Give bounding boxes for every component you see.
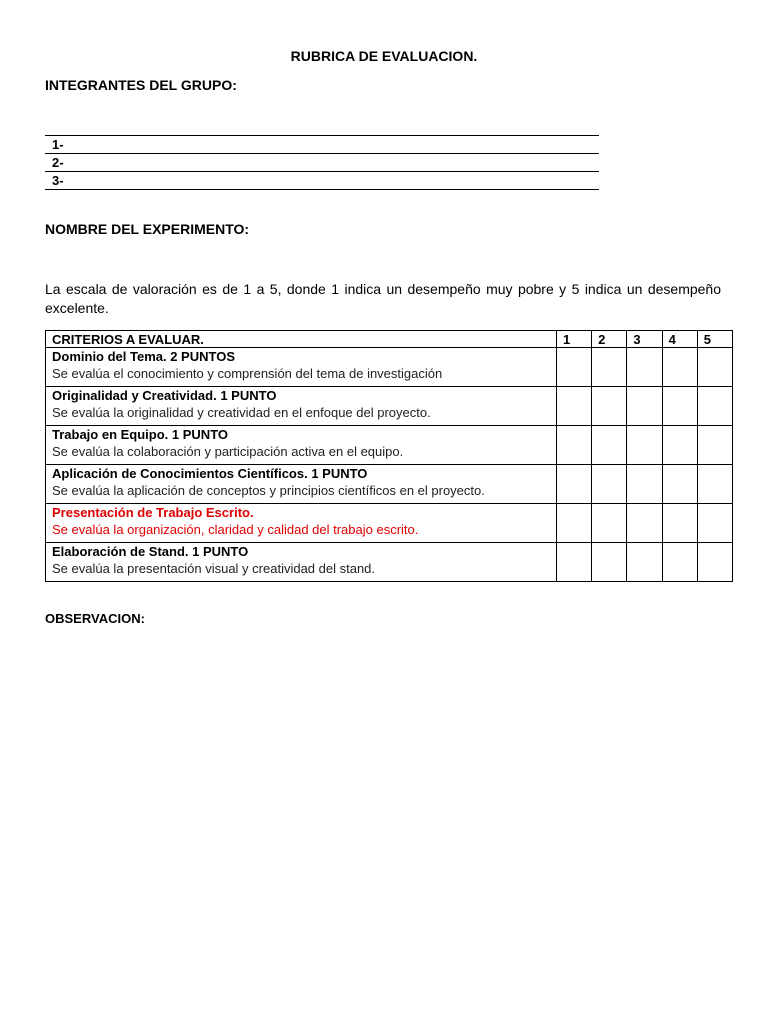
observation-heading: OBSERVACION: (45, 611, 145, 626)
score-cell-3[interactable] (627, 426, 662, 465)
criterion-name: Originalidad y Creatividad. 1 PUNTO (52, 388, 277, 403)
criterion-description: Se evalúa la colaboración y participación activa en el equipo. (52, 444, 404, 459)
member-row (45, 154, 599, 172)
score-cell-4[interactable] (662, 465, 697, 504)
document-title: RUBRICA DE EVALUACION. (290, 48, 478, 64)
criterion-row (46, 348, 733, 387)
score-cell-4[interactable] (662, 543, 697, 582)
criterion-name: Trabajo en Equipo. 1 PUNTO (52, 427, 229, 442)
criterion-description: Se evalúa el conocimiento y comprensión del tema de investigación (52, 366, 443, 381)
criterion-cell (46, 504, 557, 543)
score-cell-3[interactable] (627, 387, 662, 426)
score-cell-5[interactable] (697, 348, 732, 387)
score-cell-4[interactable] (662, 504, 697, 543)
rubric-table (45, 330, 733, 582)
score-header-3: 3 (627, 331, 662, 348)
criterion-name: Elaboración de Stand. 1 PUNTO (52, 544, 249, 559)
score-cell-3[interactable] (627, 504, 662, 543)
members-list (45, 135, 599, 190)
criterion-row (46, 543, 733, 582)
score-cell-1[interactable] (556, 348, 591, 387)
criterion-description: Se evalúa la originalidad y creatividad en el enfoque del proyecto. (52, 405, 431, 420)
score-cell-5[interactable] (697, 543, 732, 582)
score-cell-1[interactable] (556, 543, 591, 582)
score-cell-4[interactable] (662, 426, 697, 465)
member-row (45, 136, 599, 154)
criterion-name: Presentación de Trabajo Escrito. (52, 505, 254, 520)
score-cell-4[interactable] (662, 348, 697, 387)
scale-description: La escala de valoración es de 1 a 5, donde 1 indica un desempeño muy pobre y 5 indica un desempeño excelente. (45, 281, 721, 316)
score-cell-1[interactable] (556, 426, 591, 465)
score-cell-5[interactable] (697, 426, 732, 465)
criteria-header: CRITERIOS A EVALUAR. (46, 331, 557, 348)
criterion-cell (46, 348, 557, 387)
score-cell-2[interactable] (592, 387, 627, 426)
score-cell-5[interactable] (697, 504, 732, 543)
score-header-2: 2 (592, 331, 627, 348)
score-cell-3[interactable] (627, 465, 662, 504)
criterion-row (46, 426, 733, 465)
score-cell-1[interactable] (556, 387, 591, 426)
criterion-row (46, 387, 733, 426)
member-line[interactable]: 2- (45, 154, 599, 172)
score-cell-2[interactable] (592, 426, 627, 465)
criterion-cell (46, 465, 557, 504)
group-heading: INTEGRANTES DEL GRUPO: (45, 77, 237, 93)
score-cell-1[interactable] (556, 465, 591, 504)
score-cell-1[interactable] (556, 504, 591, 543)
score-cell-2[interactable] (592, 543, 627, 582)
criterion-description: Se evalúa la aplicación de conceptos y principios científicos en el proyecto. (52, 483, 485, 498)
score-header-4: 4 (662, 331, 697, 348)
criterion-name: Dominio del Tema. 2 PUNTOS (52, 349, 235, 364)
score-cell-2[interactable] (592, 504, 627, 543)
criterion-cell (46, 543, 557, 582)
experiment-heading: NOMBRE DEL EXPERIMENTO: (45, 221, 250, 237)
score-cell-3[interactable] (627, 543, 662, 582)
score-cell-5[interactable] (697, 465, 732, 504)
criterion-row (46, 465, 733, 504)
score-cell-4[interactable] (662, 387, 697, 426)
criterion-cell (46, 426, 557, 465)
member-row (45, 172, 599, 190)
member-line[interactable]: 1- (45, 136, 599, 154)
score-cell-3[interactable] (627, 348, 662, 387)
score-header-5: 5 (697, 331, 732, 348)
score-header-1: 1 (556, 331, 591, 348)
criterion-name: Aplicación de Conocimientos Científicos. 1 PUNTO (52, 466, 368, 481)
score-cell-5[interactable] (697, 387, 732, 426)
score-cell-2[interactable] (592, 348, 627, 387)
member-line[interactable]: 3- (45, 172, 599, 190)
score-cell-2[interactable] (592, 465, 627, 504)
criterion-description: Se evalúa la presentación visual y creatividad del stand. (52, 561, 376, 576)
rubric-header-row (46, 331, 733, 348)
criterion-row (46, 504, 733, 543)
criterion-cell (46, 387, 557, 426)
criterion-description: Se evalúa la organización, claridad y calidad del trabajo escrito. (52, 522, 419, 537)
